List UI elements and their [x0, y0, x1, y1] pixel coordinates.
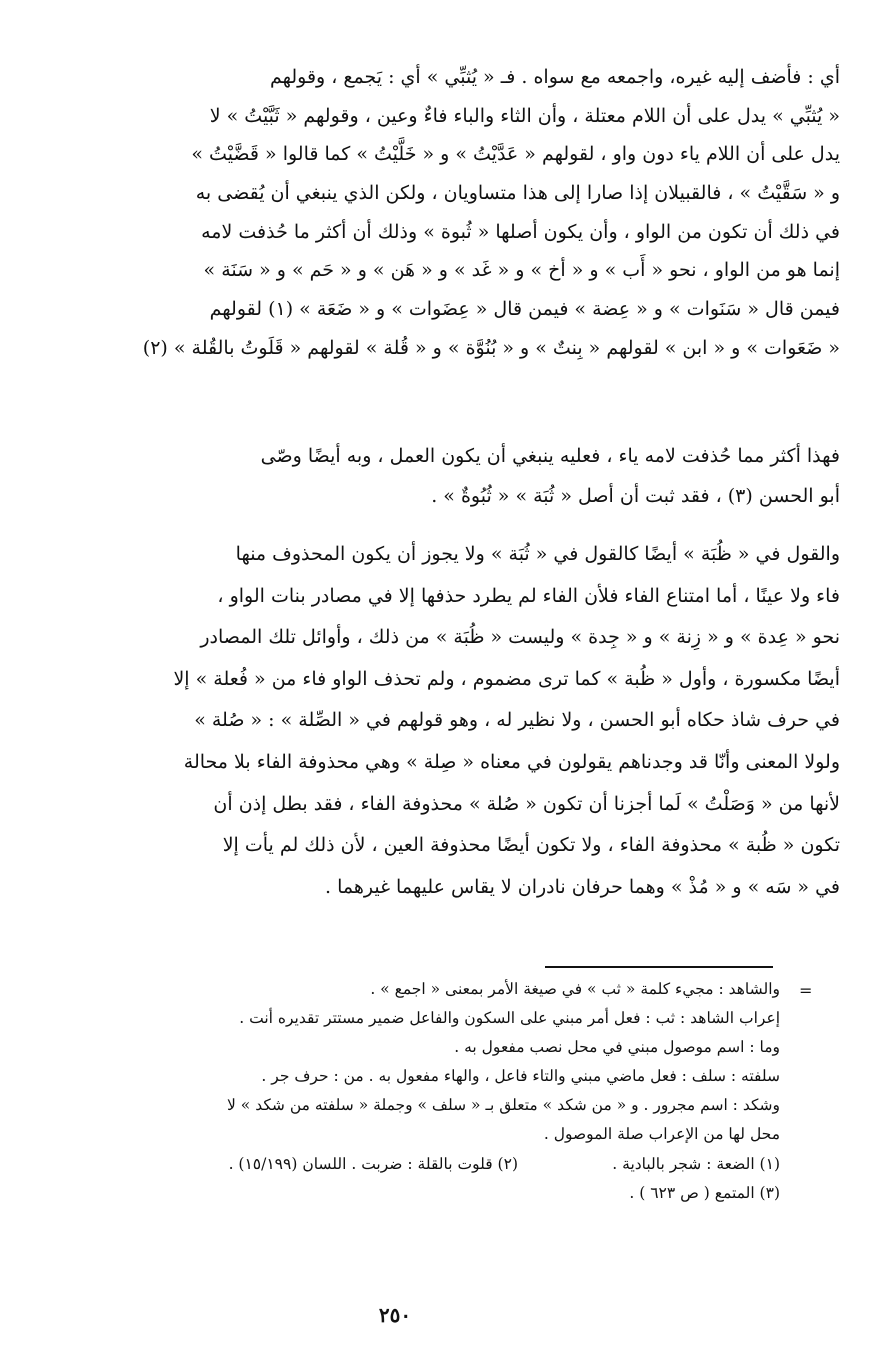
paragraph-1 [44, 58, 840, 368]
text-line: « يُثبِّي » يدل على أن اللام معتلة ، وأن الثاء والباء فاءٌ وعين ، وقولهم « ثَبَّيْتُ » لا [209, 104, 840, 127]
text-line: في « سَه » و « مُذْ » وهما حرفان نادران لا يقاس عليهما غيرهما . [324, 875, 840, 898]
footnotes [60, 975, 780, 1208]
footnote-continuation-mark: = [799, 981, 813, 1000]
footnote-line: وما : اسم موصول مبني في محل نصب مفعول به . [454, 1038, 780, 1056]
text-line: ولولا المعنى وأنّا قد وجدناهم يقولون في معناه « صِلة » وهي محذوفة الفاء بلا محالة [183, 750, 840, 773]
footnote-line: وشكد : اسم مجرور . و « من شكد » متعلق بـ « سلف » وجملة « سلفته من شكد » لا [227, 1096, 780, 1114]
footnote-separator [545, 966, 773, 968]
paragraph-2 [44, 436, 840, 516]
text-line: والقول في « ظُبَة » أيضًا كالقول في « ثُبَة » ولا يجوز أن يكون المحذوف منها [235, 543, 840, 565]
text-line: أبو الحسن (٣) ، فقد ثبت أن أصل « ثُبَة » « ثُبُوةٌ » . [431, 485, 840, 507]
page-number: ٢٥٠ [378, 1303, 412, 1327]
text-line: لأنها من « وَصَلْتُ » لَما أجزنا أن تكون « صُلة » محذوفة الفاء ، فقد بطل إذن أن [213, 792, 840, 815]
text-line: فيمن قال « سَنَوات » و « عِضة » فيمن قال « عِضَوات » و « ضَعَة » (١) لقولهم [209, 298, 840, 321]
text-line: إنما هو من الواو ، نحو « أَب » و « أخ » و « غَد » و « هَن » و « حَم » و « سَنَة » [203, 259, 840, 282]
footnote-1: (١) الضعة : شجر بالبادية . [612, 1155, 780, 1173]
text-line: و « سَقَّيْتُ » ، فالقبيلان إذا صارا إلى هذا متساويان ، ولكن الذي ينبغي أن يُقضى به [195, 182, 840, 205]
footnote-row [60, 1149, 780, 1179]
text-line: نحو « عِدة » و « زِنة » و « جِدة » وليست « ظُبَة » من ذلك ، وأوائل تلك المصادر [200, 626, 840, 649]
footnote-line: والشاهد : مجيء كلمة « ثب » في صيغة الأمر بمعنى « اجمع » . [370, 980, 780, 998]
text-line: « ضَعَوات » و « ابن » لقولهم « بِنتٌ » و « بُنُوَّة » و « قُلة » لقولهم « قَلَوتُ بالقُلة » (٢) [142, 336, 840, 359]
text-line: أيضًا مكسورة ، وأول « ظُبة » كما ترى مضموم ، ولم تحذف الواو فاء من « فُعلة » إلا [173, 667, 840, 690]
text-line: فهذا أكثر مما حُذفت لامه ياء ، فعليه ينبغي أن يكون العمل ، وبه أيضًا وصّى [260, 445, 840, 467]
footnote-line: سلفته : سلف : فعل ماضي مبني والتاء فاعل ، والهاء مفعول به . من : حرف جر . [261, 1067, 780, 1085]
footnote-3: (٣) المتمع ( ص ٦٢٣ ) . [629, 1184, 780, 1202]
text-line: تكون « ظُبة » محذوفة الفاء ، ولا تكون أيضًا محذوفة العين ، لأن ذلك لم يأت إلا [222, 834, 840, 857]
footnote-line: إعراب الشاهد : ثب : فعل أمر مبني على السكون والفاعل ضمير مستتر تقديره أنت . [239, 1009, 780, 1027]
text-line: فاء ولا عينًا ، أما امتناع الفاء فلأن الفاء لم يطرد حذفها إلا في مصادر بنات الواو ، [217, 584, 840, 607]
footnote-2: (٢) قلوت بالقلة : ضربت . اللسان (١٥/١٩٩) . [228, 1155, 518, 1173]
paragraph-3 [44, 534, 840, 908]
text-line: في حرف شاذ حكاه أبو الحسن ، ولا نظير له ، وهو قولهم في « الصِّلة » : « صُلة » [194, 709, 840, 732]
text-line: يدل على أن اللام ياء دون واو ، لقولهم « عَدَّيْتُ » و « خَلَّيْتُ » كما قالوا « قَضَّيْتُ » [191, 143, 840, 166]
footnote-line: محل لها من الإعراب صلة الموصول . [543, 1125, 780, 1143]
text-line: في ذلك أن تكون من الواو ، وأن يكون أصلها « ثُبوة » وذلك أن أكثر ما حُذفت لامه [201, 220, 840, 243]
text-line: أي : فأضف إليه غيره، واجمعه مع سواه . فـ « يُثبِّي » أي : يَجمع ، وقولهم [269, 66, 840, 88]
